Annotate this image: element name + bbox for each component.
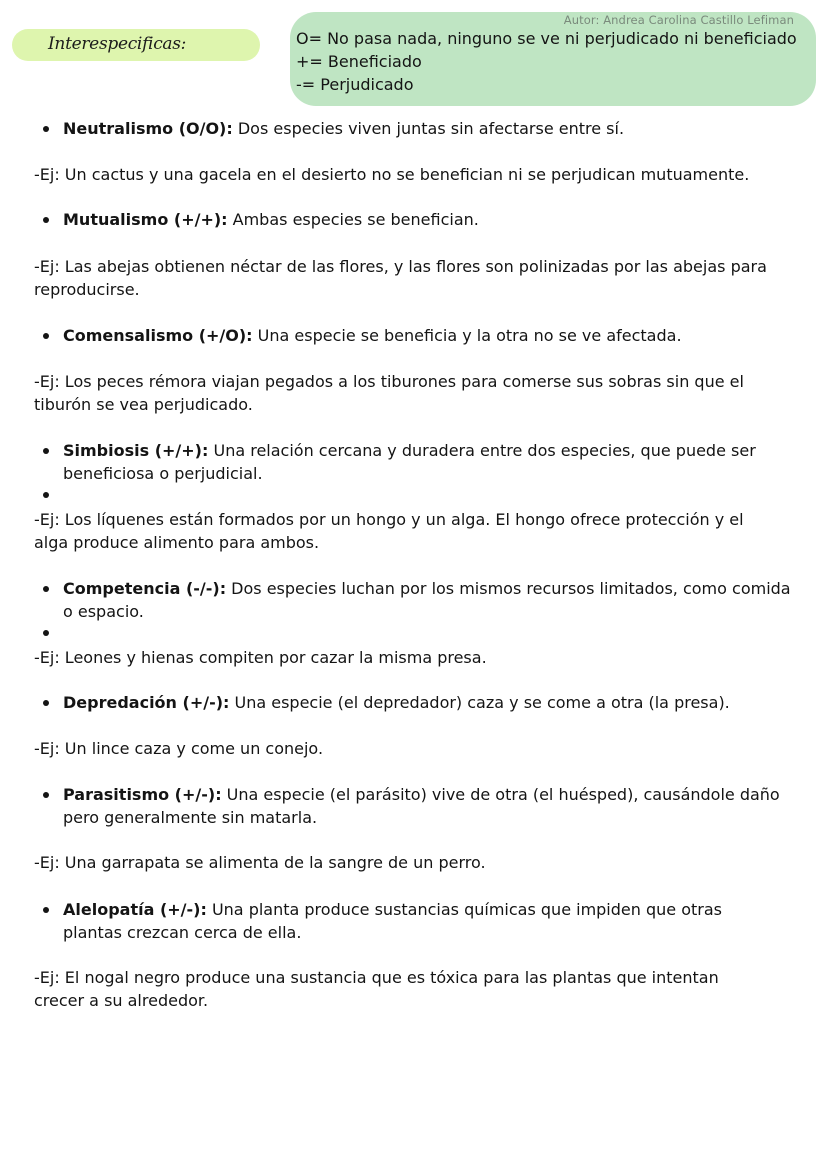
- page-title: Interespecificas:: [48, 34, 187, 54]
- bullet-alelopatia: [63, 898, 743, 944]
- bullet-neutralismo: [63, 117, 803, 140]
- author-credit: Autor: Andrea Carolina Castillo Lefiman: [563, 13, 794, 27]
- term: Neutralismo (O/O):: [63, 119, 233, 138]
- bullet-depredacion: [63, 691, 803, 714]
- definition: Una especie se beneficia y la otra no se ve afectada.: [252, 326, 682, 345]
- definition: Una especie (el depredador) caza y se come a otra (la presa).: [229, 693, 730, 712]
- example-competencia: -Ej: Leones y hienas compiten por cazar la misma presa.: [34, 648, 487, 667]
- empty-bullet: [43, 492, 49, 498]
- term: Parasitismo (+/-):: [63, 785, 222, 804]
- term: Simbiosis (+/+):: [63, 441, 209, 460]
- legend-list: [296, 27, 797, 96]
- title-pill: [12, 29, 260, 61]
- example-simbiosis: -Ej: Los líquenes están formados por un hongo y un alga. El hongo ofrece protección y el alga produce alimento para ambos.: [34, 510, 744, 552]
- term: Alelopatía (+/-):: [63, 900, 207, 919]
- term: Mutualismo (+/+):: [63, 210, 228, 229]
- legend-box: [290, 12, 816, 106]
- example-neutralismo: -Ej: Un cactus y una gacela en el desierto no se benefician ni se perjudican mutuamente.: [34, 165, 750, 184]
- definition: Dos especies viven juntas sin afectarse entre sí.: [232, 119, 625, 138]
- term: Depredación (+/-):: [63, 693, 230, 712]
- definition: Una planta produce sustancias químicas que impiden que otras plantas crezcan cerca de ella.: [63, 900, 722, 942]
- legend-harm: -= Perjudicado: [296, 75, 414, 94]
- bullet-comensalismo: [63, 324, 803, 347]
- legend-benefit: += Beneficiado: [296, 52, 422, 71]
- example-mutualismo: -Ej: Las abejas obtienen néctar de las flores, y las flores son polinizadas por las abejas para reproducirse.: [34, 257, 767, 299]
- bullet-parasitismo: [63, 783, 788, 829]
- definition: Una relación cercana y duradera entre dos especies, que puede ser beneficiosa o perjudicial.: [63, 441, 756, 483]
- empty-bullet: [43, 630, 49, 636]
- bullet-competencia: [63, 577, 798, 623]
- definition: Ambas especies se benefician.: [227, 210, 479, 229]
- example-alelopatia: -Ej: El nogal negro produce una sustancia que es tóxica para las plantas que intentan crecer a su alrededor.: [34, 968, 719, 1010]
- example-parasitismo: -Ej: Una garrapata se alimenta de la sangre de un perro.: [34, 853, 486, 872]
- definition: Dos especies luchan por los mismos recursos limitados, como comida o espacio.: [63, 579, 791, 621]
- term: Competencia (-/-):: [63, 579, 227, 598]
- example-comensalismo: -Ej: Los peces rémora viajan pegados a los tiburones para comerse sus sobras sin que el tiburón se vea perjudicado.: [34, 372, 744, 414]
- legend-neutral: O= No pasa nada, ninguno se ve ni perjudicado ni beneficiado: [296, 29, 797, 48]
- definition: Una especie (el parásito) vive de otra (el huésped), causándole daño pero generalmente sin matarla.: [63, 785, 780, 827]
- bullet-simbiosis: [63, 439, 763, 485]
- bullet-mutualismo: [63, 208, 803, 231]
- example-depredacion: -Ej: Un lince caza y come un conejo.: [34, 739, 324, 758]
- term: Comensalismo (+/O):: [63, 326, 253, 345]
